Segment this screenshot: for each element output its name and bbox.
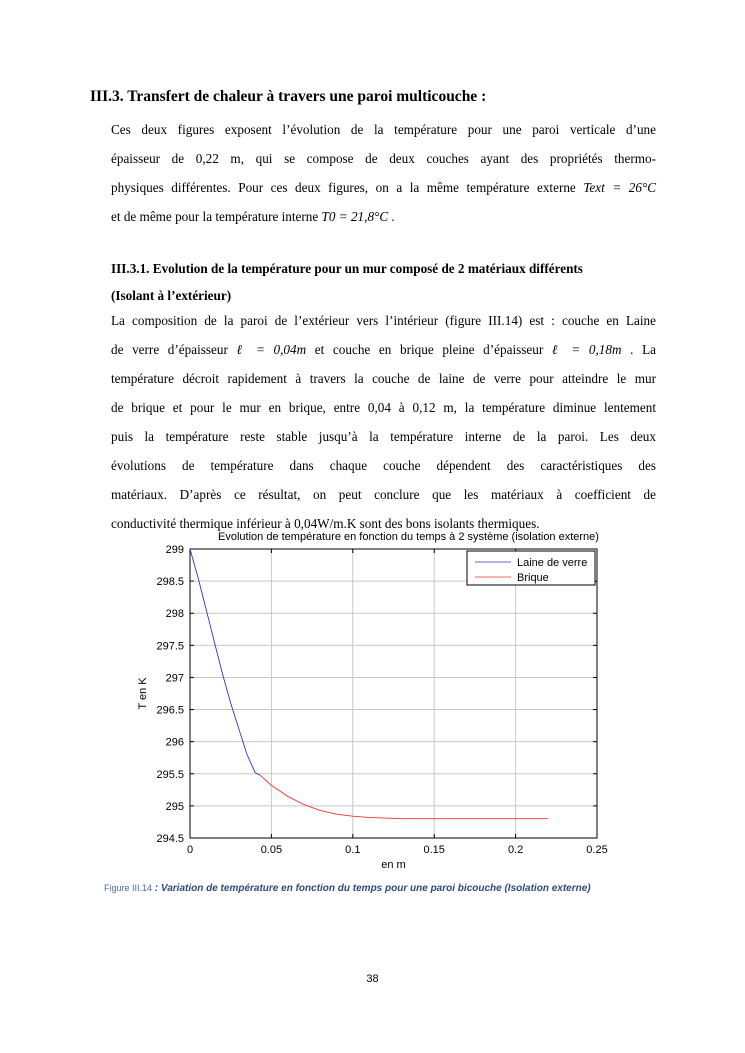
math-thickness-2: ℓ = 0,18m	[551, 342, 622, 357]
x-axis-label: en m	[381, 859, 406, 870]
paragraph-line: Ces deux figures exposent l’évolution de la température pour une paroi verticale d’une	[111, 122, 656, 137]
page-number: 38	[366, 973, 379, 985]
subsection-title-line1: III.3.1. Evolution de la température pour un mur composé de 2 matériaux différents	[111, 261, 583, 276]
y-tick-label: 298.5	[156, 576, 184, 589]
y-tick-label: 294.5	[156, 833, 184, 845]
text-run: de verre d’épaisseur	[111, 342, 237, 357]
y-tick-label: 295.5	[156, 768, 184, 781]
paragraph-composition	[111, 306, 656, 538]
y-tick-label: 298	[165, 608, 184, 621]
y-axis-label: T en K	[137, 677, 149, 710]
paragraph-line: matériaux. D’après ce résultat, on peut conclure que les matériaux à coefficient de	[111, 487, 656, 502]
x-tick-label: 0.1	[345, 844, 361, 856]
x-tick-label: 0	[186, 844, 194, 856]
figure-label: Figure III.14	[104, 883, 153, 893]
text-run: et couche en brique pleine d’épaisseur	[306, 342, 552, 357]
paragraph-line: de brique et pour le mur en brique, entre 0,04 à 0,12 m, la température diminue lentement	[111, 400, 656, 415]
x-tick-label: 0.15	[423, 844, 445, 856]
y-tick-label: 296.5	[156, 704, 184, 717]
text-run: .	[388, 209, 395, 224]
text-run: physiques différentes. Pour ces deux figures, on a la même température externe	[111, 180, 584, 195]
text-run: . La	[621, 342, 656, 357]
caption-text: : Variation de température en fonction du temps pour une paroi bicouche (Isolation externe)	[152, 883, 591, 894]
y-tick-label: 296	[165, 736, 184, 749]
paragraph-line: conductivité thermique inférieur à 0,04W/m.K sont des bons isolants thermiques.	[111, 516, 540, 531]
legend-label: Brique	[517, 572, 549, 584]
paragraph-intro	[111, 115, 656, 231]
y-tick-label: 297	[165, 672, 184, 685]
series-line-brique	[260, 775, 548, 819]
x-tick-label: 0.25	[586, 844, 608, 856]
math-text-ext: Text = 26°C	[583, 180, 657, 195]
y-tick-label: 297.5	[156, 640, 184, 653]
paragraph-line: évolutions de température dans chaque couche dépendent des caractéristiques des	[111, 458, 656, 473]
section-title: III.3. Transfert de chaleur à travers une paroi multicouche :	[90, 88, 487, 105]
legend-label: Laine de verre	[517, 557, 588, 569]
y-tick-label: 299	[165, 544, 184, 556]
chart-title: Evolution de température en fonction du temps à 2 système (isolation externe)	[218, 531, 599, 543]
paragraph-line	[111, 173, 656, 202]
figure-caption	[104, 883, 591, 894]
math-thickness-1: ℓ = 0,04m	[236, 342, 307, 357]
x-tick-label: 0.05	[260, 844, 283, 856]
y-tick-label: 295	[165, 800, 184, 813]
paragraph-line: puis la température reste stable jusqu’à la température interne de la paroi. Les deux	[111, 429, 656, 444]
subsection-title-line2: (Isolant à l’extérieur)	[111, 288, 232, 303]
paragraph-line: La composition de la paroi de l’extérieur vers l’intérieur (figure III.14) est : couche en Laine	[111, 313, 656, 328]
paragraph-line	[111, 335, 656, 364]
paragraph-line: température décroit rapidement à travers la couche de laine de verre pour atteindre le mur	[111, 371, 656, 386]
subsection-title	[111, 255, 656, 309]
paragraph-line: épaisseur de 0,22 m, qui se compose de deux couches ayant des propriétés thermo-	[111, 151, 656, 166]
math-t0: T0 = 21,8°C	[321, 209, 389, 224]
paragraph-line	[111, 202, 656, 231]
text-run: et de même pour la température interne	[111, 209, 322, 224]
temperature-chart	[125, 525, 625, 870]
plot-frame	[190, 549, 597, 838]
x-tick-label: 0.2	[507, 844, 524, 856]
